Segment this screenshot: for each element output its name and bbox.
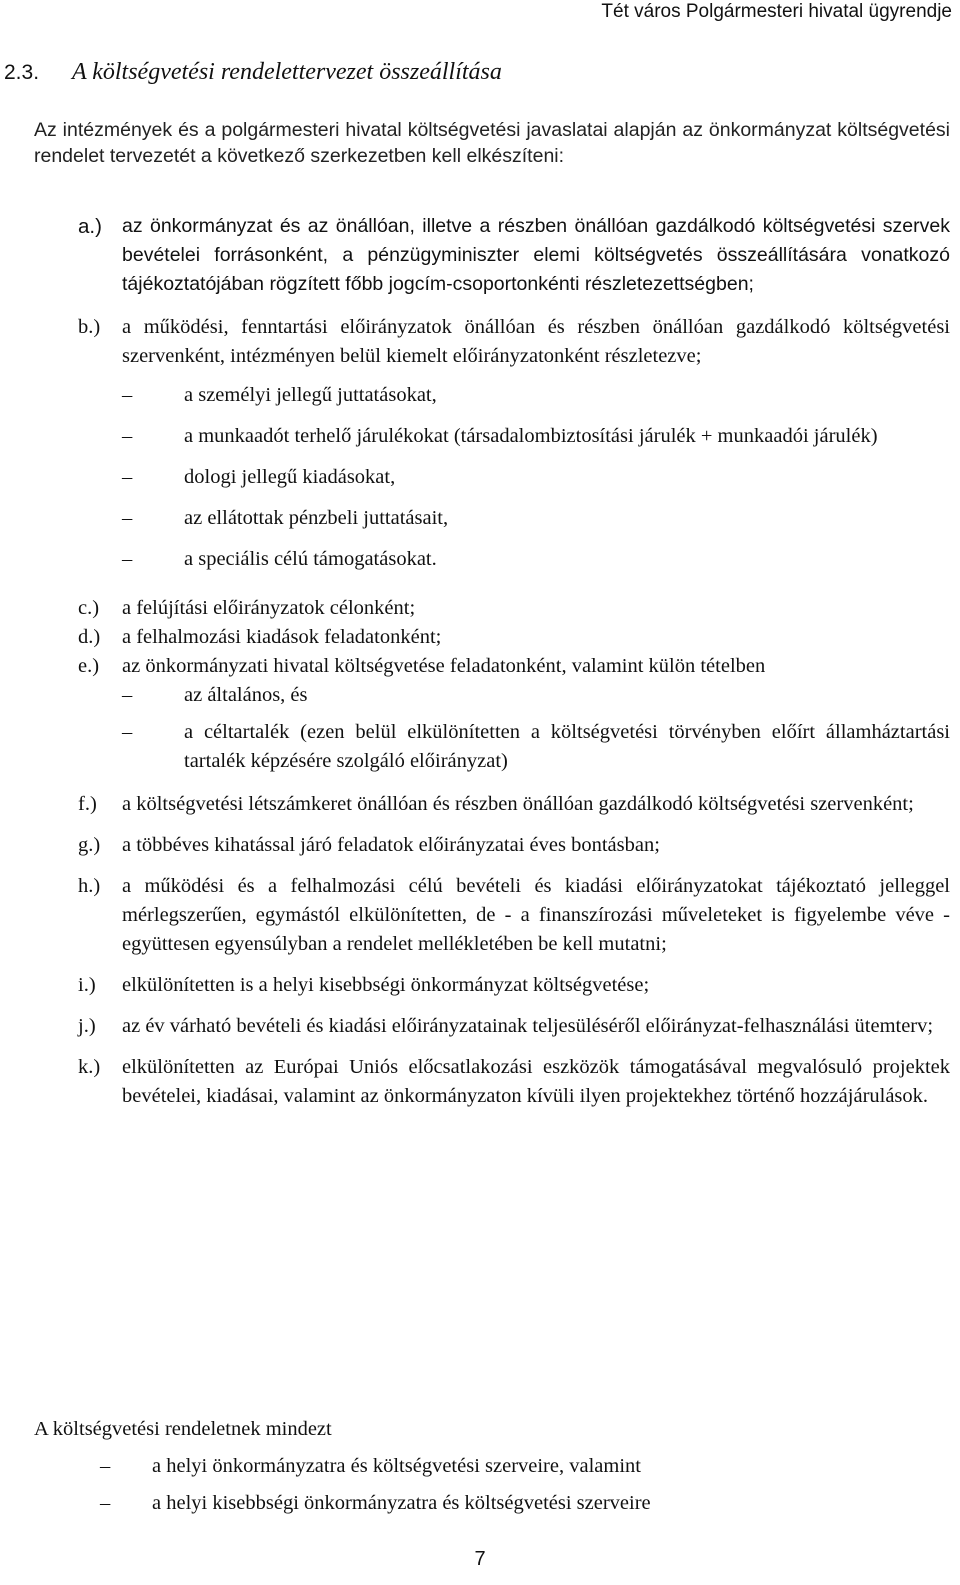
item-text: a többéves kihatással járó feladatok előirányzatai éves bontásban; [122, 834, 660, 856]
item-text: a felhalmozási kiadások feladatonként; [122, 626, 442, 648]
item-text: a működési és a felhalmozási célú bevételi és kiadási előirányzatokat tájékoztató jelleggel mérlegszerűen, egymástól elkülönítetten, de - a finanszírozási műveleteket is figyelembe véve - együttesen egyensúlyban a rendelet mellékletében be kell mutatni; [122, 875, 950, 955]
section-number: 2.3. [4, 61, 40, 84]
item-text: a működési, fenntartási előirányzatok önállóan és részben önállóan gazdálkodó költségvetési szervenként, intézményen belül kiemelt előirányzatonként részletezve; [122, 316, 950, 367]
item-label: f.) [78, 793, 97, 815]
item-label: i.) [78, 974, 96, 996]
item-label: e.) [78, 655, 100, 677]
dash-bullet: – [122, 384, 133, 406]
dash-bullet: – [122, 548, 133, 570]
summary-block [34, 1415, 934, 1518]
structure-list [34, 212, 950, 1111]
item-text: az önkormányzat és az önállóan, illetve a részben önállóan gazdálkodó költségvetési szervek bevételei forrásonként, a pénzügyminiszter elemi költségvetés összeállítására vonatkozó tájékoztatójában rögzített főbb jogcím-csoportonkénti részletezettségben; [122, 215, 950, 295]
item-label: k.) [78, 1056, 101, 1078]
item-text: az önkormányzati hivatal költségvetése feladatonként, valamint külön tételben [122, 655, 766, 677]
list-item [34, 831, 950, 860]
list-item [34, 872, 950, 959]
item-label: j.) [78, 1015, 96, 1037]
sub-item-text: a munkaadót terhelő járulékokat (társadalombiztosítási járulék + munkaadói járulék) [184, 425, 878, 447]
sub-item-text: a helyi kisebbségi önkormányzatra és költségvetési szerveire [152, 1492, 651, 1514]
sub-list-item [34, 545, 950, 574]
sub-list-item [34, 681, 950, 710]
dash-bullet: – [100, 1455, 111, 1477]
item-label: h.) [78, 875, 101, 897]
summary-text: A költségvetési rendeletnek mindezt [34, 1418, 332, 1440]
summary-sub-item [34, 1489, 934, 1518]
item-label: g.) [78, 834, 101, 856]
item-label: b.) [78, 316, 101, 338]
list-item [34, 971, 950, 1000]
dash-bullet: – [122, 466, 133, 488]
sub-list-item [34, 718, 950, 776]
item-text: a költségvetési létszámkeret önállóan és részben önállóan gazdálkodó költségvetési szervenként; [122, 793, 914, 815]
page-number: 7 [474, 1548, 486, 1570]
section-heading [4, 56, 604, 89]
dash-bullet: – [122, 425, 133, 447]
sub-list-item [34, 463, 950, 492]
sub-item-text: a céltartalék (ezen belül elkülönítetten a költségvetési törvényben előírt államháztartási tartalék képzésére szolgáló előirányzat) [184, 721, 950, 772]
list-item [34, 1012, 950, 1041]
dash-bullet: – [122, 684, 133, 706]
sub-item-text: az ellátottak pénzbeli juttatásait, [184, 507, 449, 529]
list-item [34, 594, 950, 623]
sub-item-text: a speciális célú támogatásokat. [184, 548, 437, 570]
sub-item-text: az általános, és [184, 684, 308, 706]
list-item [34, 652, 950, 681]
intro-paragraph: Az intézmények és a polgármesteri hivatal költségvetési javaslatai alapján az önkormányzat költségvetési rendelet tervezetét a következő szerkezetben kell elkészíteni: [34, 119, 950, 167]
item-text: a felújítási előirányzatok célonként; [122, 597, 416, 619]
item-text: elkülönítetten az Európai Uniós előcsatlakozási eszközök támogatásával megvalósuló projektek bevételei, kiadásai, valamint az önkormányzaton kívüli ilyen projektekhez történő hozzájárulások. [122, 1056, 950, 1107]
list-item [34, 212, 950, 299]
list-item [34, 790, 950, 819]
item-label: c.) [78, 597, 100, 619]
list-item [34, 623, 950, 652]
list-item [34, 313, 950, 371]
item-label: d.) [78, 626, 101, 648]
sub-list-item [34, 381, 950, 410]
sub-list-item [34, 422, 950, 451]
dash-bullet: – [122, 507, 133, 529]
dash-bullet: – [122, 721, 133, 743]
item-text: elkülönítetten is a helyi kisebbségi önkormányzat költségvetése; [122, 974, 650, 996]
sub-list-item [34, 504, 950, 533]
running-header: Tét város Polgármesteri hivatal ügyrendje [601, 1, 952, 22]
item-label: a.) [78, 215, 102, 238]
list-item [34, 1053, 950, 1111]
summary-sub-item [34, 1452, 934, 1481]
sub-item-text: dologi jellegű kiadásokat, [184, 466, 396, 488]
dash-bullet: – [100, 1492, 111, 1514]
sub-item-text: a helyi önkormányzatra és költségvetési szerveire, valamint [152, 1455, 641, 1477]
sub-item-text: a személyi jellegű juttatásokat, [184, 384, 437, 406]
item-text: az év várható bevételi és kiadási előirányzatainak teljesüléséről előirányzat-felhasználási ütemterv; [122, 1015, 934, 1037]
section-title: A költségvetési rendelettervezet összeállítása [72, 59, 502, 85]
